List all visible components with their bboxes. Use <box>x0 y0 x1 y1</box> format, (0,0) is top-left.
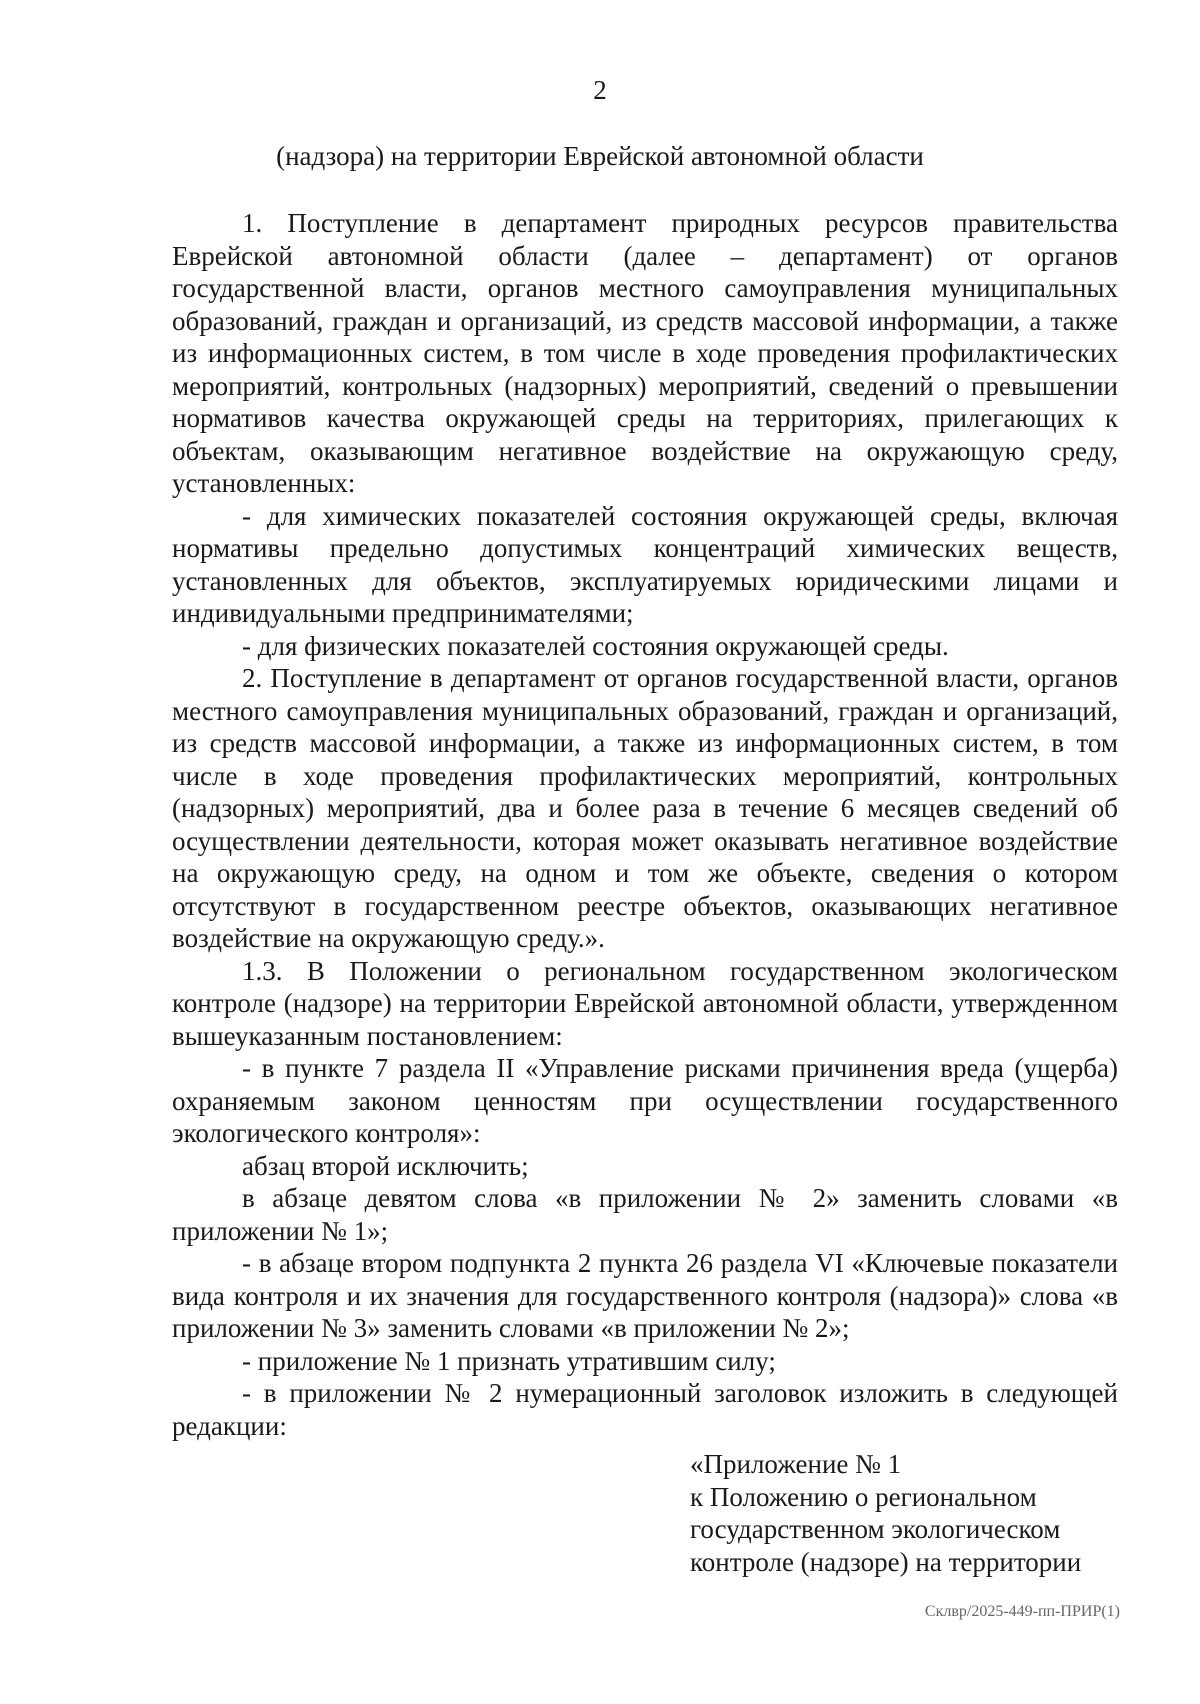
paragraph-9: - в абзаце втором подпункта 2 пункта 26 раздела VI «Ключевые показатели вида контроля и их значения для государственного контроля (надзора)» слова «в приложении № 3» заменить словами «в приложении № 2»; <box>172 1248 1118 1343</box>
appendix-heading <box>690 1448 1130 1578</box>
appendix-heading-line-4: контроле (надзоре) на территории <box>690 1546 1082 1577</box>
paragraph-2: - для химических показателей состояния окружающей среды, включая нормативы предельно допустимых концентраций химических веществ, установленных для объектов, эксплуатируемых юридическими лицами и индивидуальными предпринимателями; <box>172 500 1118 628</box>
appendix-heading-line-3: государственном экологическом <box>690 1514 1061 1544</box>
document-code: Склвр/2025-449-пп-ПРИР(1) <box>924 1603 1120 1620</box>
document-body <box>172 207 1118 1442</box>
paragraph-4: 2. Поступление в департамент от органов государственной власти, органов местного самоуправления муниципальных образований, граждан и организаций, из средств массовой информации, а также из информационных систем, в том числе в ходе проведения профилактических мероприятий, контрольных (надзорных) мероприятий, два и более раза в течение 6 месяцев сведений об осуществлении деятельности, которая может оказывать негативное воздействие на окружающую среду, на одном и том же объекте, сведения о котором отсутствуют в государственном реестре объектов, оказывающих негативное воздействие на окружающую среду.». <box>172 663 1118 953</box>
heading-continuation: (надзора) на территории Еврейской автономной области <box>276 141 924 171</box>
appendix-heading-line-1: «Приложение № 1 <box>690 1449 902 1479</box>
paragraph-5: 1.3. В Положении о региональном государственном экологическом контроле (надзоре) на территории Еврейской автономной области, утвержденном вышеуказанным постановлением: <box>172 955 1118 1051</box>
paragraph-10: - приложение № 1 признать утратившим силу; <box>242 1345 776 1376</box>
paragraph-1: 1. Поступление в департамент природных ресурсов правительства Еврейской автономной области (далее – департамент) от органов государственной власти, органов местного самоуправления муниципальных образований, граждан и организаций, из средств массовой информации, а также из информационных систем, в том числе в ходе проведения профилактических мероприятий, контрольных (надзорных) мероприятий, сведений о превышении нормативов качества окружающей среды на территориях, прилегающих к объектам, оказывающим негативное воздействие на окружающую среду, установленных: <box>172 208 1118 498</box>
paragraph-8: в абзаце девятом слова «в приложении № 2» заменить словами «в приложении № 1»; <box>172 1183 1118 1246</box>
paragraph-11: - в приложении № 2 нумерационный заголовок изложить в следующей редакции: <box>172 1378 1118 1441</box>
appendix-heading-line-2: к Положению о региональном <box>690 1481 1037 1512</box>
page-number: 2 <box>593 75 607 105</box>
paragraph-7: абзац второй исключить; <box>242 1150 529 1181</box>
paragraph-6: - в пункте 7 раздела II «Управление рисками причинения вреда (ущерба) охраняемым законом ценностям при осуществлении государственного экологического контроля»: <box>172 1053 1118 1148</box>
paragraph-3: - для физических показателей состояния окружающей среды. <box>242 630 949 661</box>
